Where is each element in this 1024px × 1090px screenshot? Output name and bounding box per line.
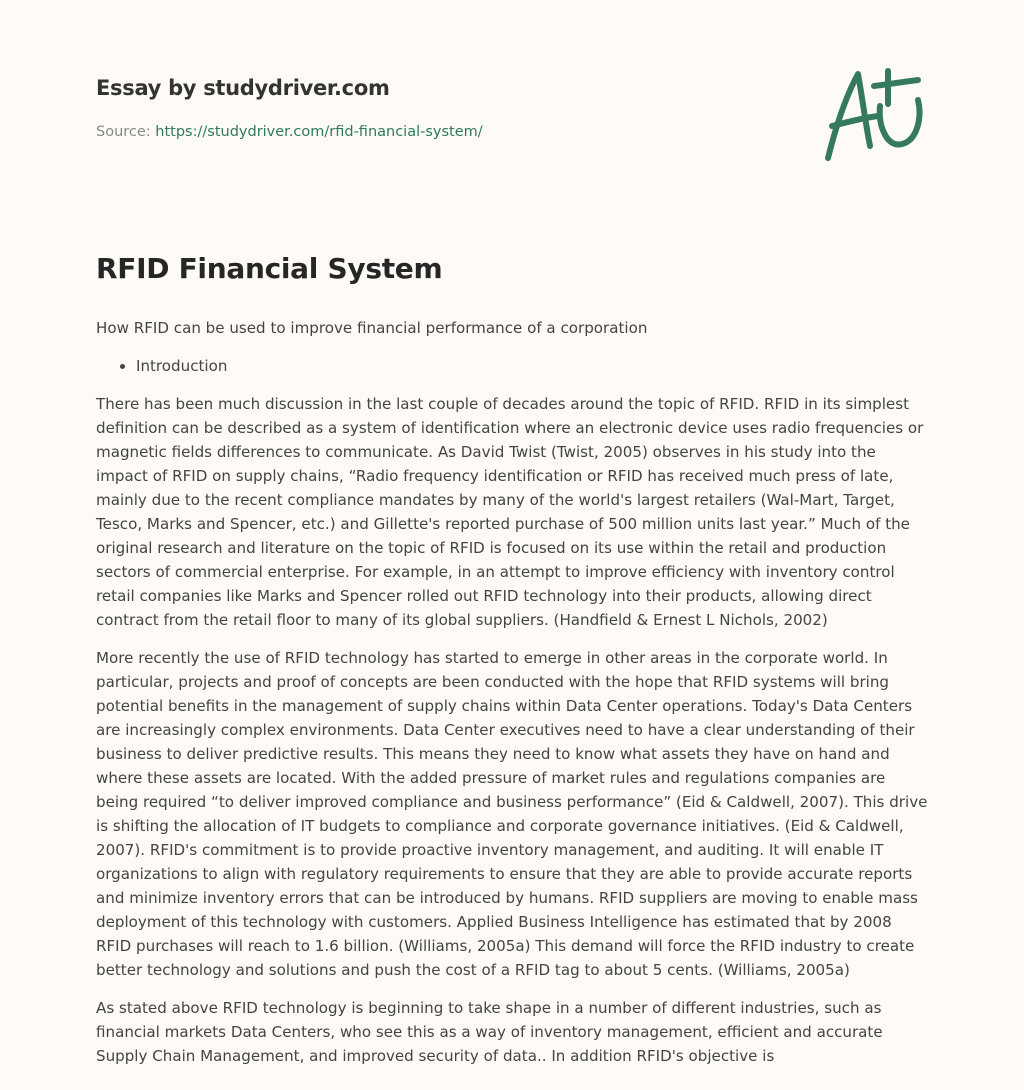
paragraph: As stated above RFID technology is beginning to take shape in a number of different industries, such as financial markets Data Centers, who see this as a way of inventory management, efficient and accurate Supply Chain Management, and improved security of data.. In addition RFID's objective is [96, 999, 883, 1065]
source-link[interactable]: https://studydriver.com/rfid-financial-system/ [155, 124, 483, 140]
bullet-item: • Introduction [136, 354, 930, 378]
site-title: Essay by studydriver.com [96, 76, 390, 100]
paragraph: There has been much discussion in the last couple of decades around the topic of RFID. RFID in its simplest definition can be described as a system of identification where an electronic device uses radio frequencies or magnetic fields differences to communicate. As David Twist (Twist, 2005) observes in his study into the impact of RFID on supply chains, “Radio frequency identification or RFID has received much press of late, mainly due to the recent compliance mandates by many of the world's largest retailers (Wal-Mart, Target, Tesco, Marks and Spencer, etc.) and Gillette's reported purchase of 500 million units last year.” Much of the original research and literature on the topic of RFID is focused on its use within the retail and production sectors of commercial enterprise. For example, in an attempt to improve efficiency with inventory control retail companies like Marks and Spencer rolled out RFID technology into their products, allowing direct contract from the retail floor to many of its global suppliers. (Handfield & Ernest L Nichols, 2002) [96, 395, 924, 629]
bullet-list [96, 354, 930, 378]
paragraph: More recently the use of RFID technology has started to emerge in other areas in the corporate world. In particular, projects and proof of concepts are been conducted with the hope that RFID systems will bring potential benefits in the management of supply chains within Data Center operations. Today's Data Centers are increasingly complex environments. Data Center executives need to have a clear understanding of their business to deliver predictive results. This means they need to know what assets they have on hand and where these assets are located. With the added pressure of market rules and regulations companies are being required “to deliver improved compliance and business performance” (Eid & Caldwell, 2007). This drive is shifting the allocation of IT budgets to compliance and corporate governance initiatives. (Eid & Caldwell, 2007). RFID's commitment is to provide proactive inventory management, and auditing. It will enable IT organizations to align with regulatory requirements to ensure that they are able to provide accurate reports and minimize inventory errors that can be introduced by humans. RFID suppliers are moving to enable mass deployment of this technology with customers. Applied Business Intelligence has estimated that by 2008 RFID purchases will reach to 1.6 billion. (Williams, 2005a) This demand will force the RFID industry to create better technology and solutions and push the cost of a RFID tag to about 5 cents. (Williams, 2005a) [96, 649, 928, 979]
page-header [0, 0, 1024, 230]
source-line [96, 124, 483, 140]
article-body [96, 316, 930, 1082]
source-label: Source: [96, 124, 151, 140]
a-plus-logo-icon [822, 66, 932, 166]
article-title: RFID Financial System [96, 252, 443, 285]
article-subtitle: How RFID can be used to improve financial performance of a corporation [96, 319, 648, 337]
